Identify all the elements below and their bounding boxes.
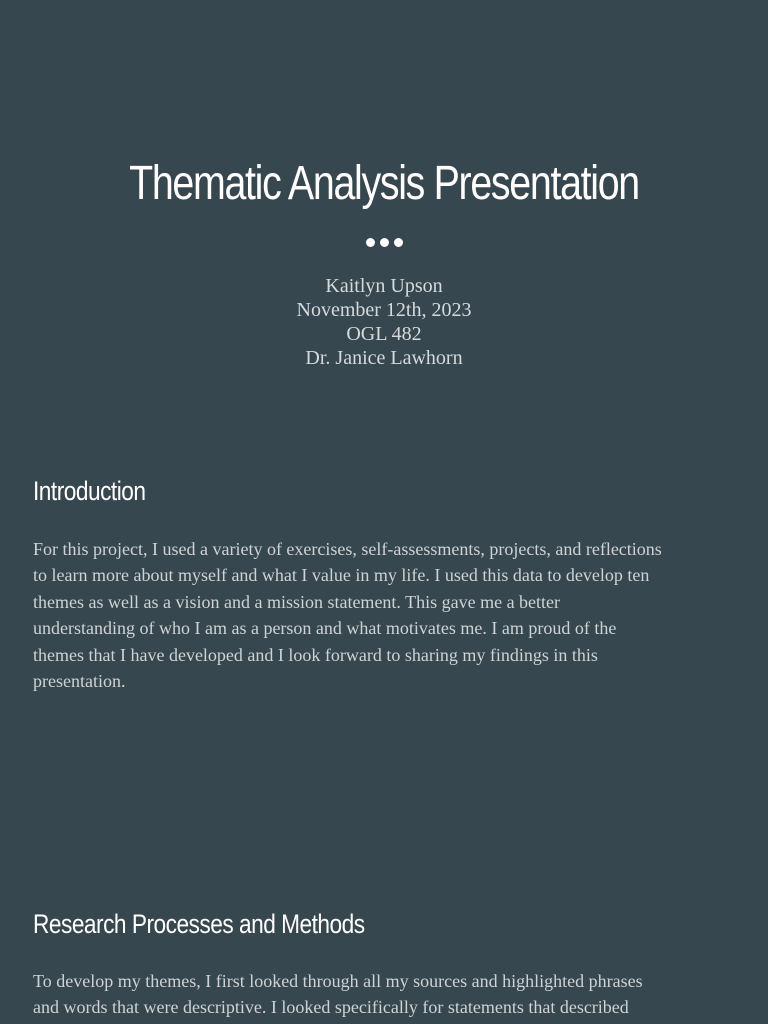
author-name: Kaitlyn Upson [325, 275, 443, 297]
separator-dot [380, 238, 389, 247]
paragraph-line: and words that were descriptive. I looked specifically for statements that described [33, 997, 629, 1018]
paragraph-line: To develop my themes, I first looked through all my sources and highlighted phrases [33, 971, 643, 991]
introduction-paragraph [33, 536, 733, 694]
presentation-date: November 12th, 2023 [296, 299, 472, 321]
section-heading-introduction: Introduction [33, 476, 146, 506]
title-subtitle-block [0, 274, 768, 370]
paragraph-line: presentation. [33, 671, 126, 692]
research-paragraph [33, 968, 733, 1021]
title-separator-dots [0, 238, 768, 247]
paragraph-line: to learn more about myself and what I value in my life. I used this data to develop ten [33, 565, 650, 586]
paragraph-line: themes as well as a vision and a mission statement. This gave me a better [33, 591, 561, 612]
presentation-title: Thematic Analysis Presentation [129, 157, 639, 210]
separator-dot [366, 238, 375, 247]
section-heading-research-processes: Research Processes and Methods [33, 909, 365, 939]
paragraph-line: understanding of who I am as a person and what motivates me. I am proud of the [33, 618, 617, 639]
paragraph-line: For this project, I used a variety of exercises, self-assessments, projects, and reflections [33, 539, 662, 559]
course-code: OGL 482 [346, 323, 422, 345]
separator-dot [394, 238, 403, 247]
paragraph-line: themes that I have developed and I look forward to sharing my findings in this [33, 644, 598, 665]
instructor-name: Dr. Janice Lawhorn [305, 347, 463, 369]
